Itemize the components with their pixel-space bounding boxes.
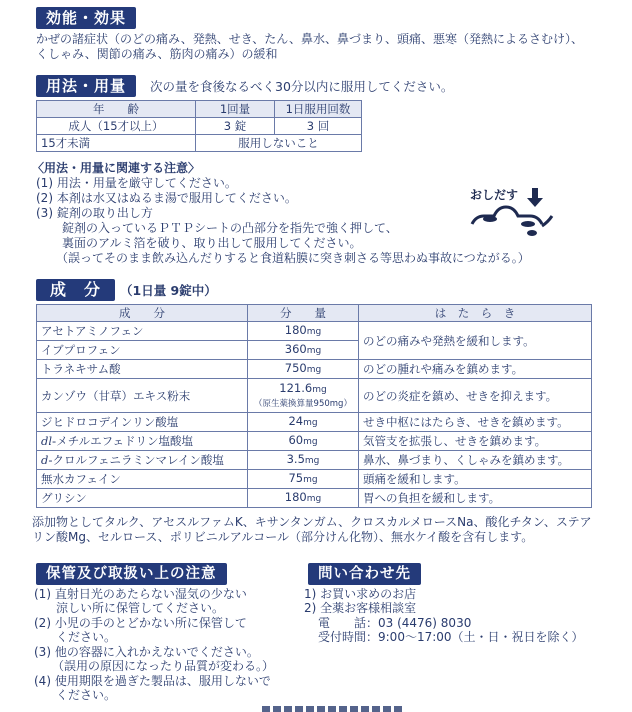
dosage-header-age: 年 齢 [37, 101, 196, 118]
ingredient-amount: 360mg [248, 341, 359, 360]
contact-phone: 電 話：03 (4476) 8030 [318, 616, 472, 630]
dosage-note-5: 裏面のアルミ箔を破り、取り出して服用してください。 [62, 236, 362, 250]
table-row [37, 470, 592, 489]
ingredient-effect: 鼻水、鼻づまり、くしゃみを鎮めます。 [359, 451, 592, 470]
ingredient-effect: せき中枢にはたらき、せきを鎮めます。 [359, 413, 592, 432]
ingredient-name: アセトアミノフェン [37, 322, 248, 341]
ingredient-amount: 3.5mg [248, 451, 359, 470]
contact-hours: 受付時間：9:00～17:00（土・日・祝日を除く） [318, 630, 584, 644]
ingredient-amount: 750mg [248, 360, 359, 379]
dosage-header-row [37, 101, 362, 118]
table-row [37, 135, 362, 152]
ingredient-effect: のどの痛みや発熱を緩和します。 [359, 322, 592, 360]
ingredient-name: dl-メチルエフェドリン塩酸塩 [37, 432, 248, 451]
dosage-header-dose: 1回量 [196, 101, 275, 118]
contact-line-2: 2) 全薬お客様相談室 [304, 601, 417, 615]
ingredient-name: d-クロルフェニラミンマレイン酸塩 [37, 451, 248, 470]
ingredient-name: カンゾウ（甘草）エキス粉末 [37, 379, 248, 413]
table-row [37, 379, 592, 413]
storage-line-5: (3) 他の容器に入れかえないでください。 [34, 645, 259, 659]
dosage-note-6: （誤ってそのまま飲み込んだりすると食道粘膜に突き刺さる等思わぬ事故につながる。） [56, 251, 530, 265]
efficacy-line-1: かぜの諸症状（のどの痛み、発熱、せき、たん、鼻水、鼻づまり、頭痛、悪寒（発熱によるさむけ）、 [36, 32, 583, 46]
ingredient-amount: 180mg [248, 489, 359, 508]
table-row [37, 489, 592, 508]
additives-line-2: リン酸Mg、セルロース、ポリビニルアルコール（部分けん化物）、無水ケイ酸を含有します。 [32, 530, 534, 544]
ingredient-name: ジヒドロコデインリン酸塩 [37, 413, 248, 432]
dosage-child-note: 服用しないこと [196, 135, 362, 152]
dosage-title: 用法・用量 [36, 75, 136, 97]
ingredient-amount: 60mg [248, 432, 359, 451]
cutoff-footer-text [262, 706, 402, 712]
table-row [37, 360, 592, 379]
contact-line-1: 1) お買い求めのお店 [304, 587, 417, 601]
storage-line-2: 涼しい所に保管してください。 [56, 601, 225, 615]
contact-title: 問い合わせ先 [308, 563, 421, 585]
storage-line-3: (2) 小児の手のとどかない所に保管して [34, 616, 247, 630]
ingredient-effect: 頭痛を緩和します。 [359, 470, 592, 489]
dosage-intro: 次の量を食後なるべく30分以内に服用してください。 [150, 79, 454, 94]
dosage-note-4: 錠剤の入っているＰＴＰシートの凸部分を指先で強く押して、 [62, 221, 398, 235]
dosage-header-times: 1日服用回数 [275, 101, 362, 118]
dosage-times-adult: 3 回 [275, 118, 362, 135]
storage-line-8: ください。 [56, 688, 117, 702]
ingredients-title: 成 分 [36, 279, 115, 301]
ingredient-effect: 気管支を拡張し、せきを鎮めます。 [359, 432, 592, 451]
ingredient-effect: のどの腫れや痛みを鎮めます。 [359, 360, 592, 379]
ingredient-amount: 75mg [248, 470, 359, 489]
ingredient-amount-note: （原生薬換算量950mg） [254, 399, 352, 409]
table-row [37, 451, 592, 470]
ingredient-name: イブプロフェン [37, 341, 248, 360]
storage-line-7: (4) 使用期限を過ぎた製品は、服用しないで [34, 674, 271, 688]
push-tablet-icon [470, 186, 562, 242]
dosage-age-child: 15才未満 [37, 135, 196, 152]
dosage-note-3: (3) 錠剤の取り出し方 [36, 206, 153, 220]
efficacy-title: 効能・効果 [36, 7, 136, 29]
ingredient-name: 無水カフェイン [37, 470, 248, 489]
table-row [37, 322, 592, 341]
dosage-note-1: (1) 用法・用量を厳守してください。 [36, 176, 237, 190]
ingredients-header-effect: は た ら き [359, 305, 592, 322]
dosage-notes-title: 〈用法・用量に関連する注意〉 [32, 161, 201, 175]
storage-line-1: (1) 直射日光のあたらない湿気の少ない [34, 587, 247, 601]
additives-line-1: 添加物としてタルク、アセスルファムK、キサンタンガム、クロスカルメロースNa、酸化チタン、ステア [32, 515, 592, 529]
dosage-note-2: (2) 本剤は水又はぬるま湯で服用してください。 [36, 191, 297, 205]
efficacy-line-2: くしゃみ、関節の痛み、筋肉の痛み）の緩和 [36, 47, 278, 61]
storage-line-4: ください。 [56, 630, 117, 644]
table-row [37, 413, 592, 432]
ingredients-header-amount: 分 量 [248, 305, 359, 322]
push-label: おしだす [470, 188, 519, 202]
ingredients-table [36, 304, 592, 508]
ingredient-amount: 180mg [248, 322, 359, 341]
ingredient-amount: 24mg [248, 413, 359, 432]
storage-line-6: （誤用の原因になったり品質が変わる。） [52, 659, 275, 673]
ingredient-effect: のどの炎症を鎮め、せきを抑えます。 [359, 379, 592, 413]
table-row [37, 432, 592, 451]
dosage-dose-adult: 3 錠 [196, 118, 275, 135]
dosage-table [36, 100, 362, 152]
storage-title: 保管及び取扱い上の注意 [36, 563, 227, 585]
ingredient-name: グリシン [37, 489, 248, 508]
ingredient-effect: 胃への負担を緩和します。 [359, 489, 592, 508]
table-row [37, 118, 362, 135]
ingredient-amount: 121.6mg （原生薬換算量950mg） [248, 379, 359, 413]
dosage-age-adult: 成人（15才以上） [37, 118, 196, 135]
ingredients-header-name: 成 分 [37, 305, 248, 322]
ingredient-name: トラネキサム酸 [37, 360, 248, 379]
ingredients-subtitle: （1日量 9錠中） [120, 283, 217, 298]
ingredients-header-row [37, 305, 592, 322]
